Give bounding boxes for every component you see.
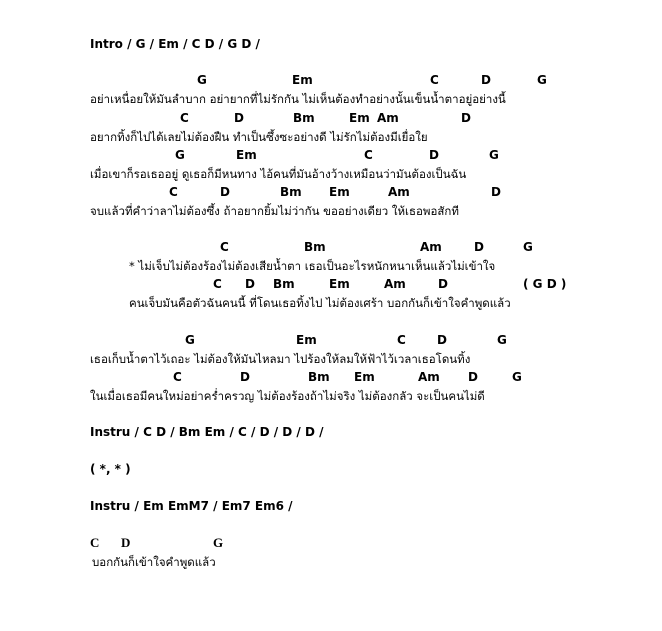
chord: Em (329, 185, 350, 199)
chord: D (438, 277, 448, 291)
chord: Am (377, 111, 399, 125)
chord: D (245, 277, 255, 291)
chord: D (429, 148, 439, 162)
chord: C (213, 277, 222, 291)
chord: G (213, 535, 224, 550)
chord: Em (329, 277, 350, 291)
chord: C (169, 185, 178, 199)
lyric-line: * ไม่เจ็บไม่ต้องร้องไม่ต้องเสียน้ำตา เธอเป็นอะไรหนักหนาเห็นแล้วไม่เข้าใจ (129, 259, 496, 273)
chord: D (121, 535, 131, 550)
instru-line-1: Instru / C D / Bm Em / C / D / D / D / (90, 425, 324, 439)
chord: D (461, 111, 471, 125)
chord: ( G D ) (523, 277, 567, 291)
chord: C (180, 111, 189, 125)
chord: D (220, 185, 230, 199)
lyric-line: ในเมื่อเธอมีคนใหม่อย่าคร่ำครวญ ไม่ต้องร้องถ้าไม่จริง ไม่ต้องกลัว จะเป็นคนไม่ดี (90, 389, 485, 403)
instru-line-2: Instru / Em EmM7 / Em7 Em6 / (90, 499, 293, 513)
chord: G (175, 148, 185, 162)
chord: C (397, 333, 406, 347)
lyric-line: เมื่อเขาก็รอเธออยู่ ดูเธอก็มีหนทาง ไอ้คนที่มันอ้างว้างเหมือนว่ามันต้องเป็นฉัน (90, 167, 467, 181)
chord: D (240, 370, 250, 384)
chord: G (512, 370, 522, 384)
chord: C (430, 73, 439, 87)
lyric-line: อยากทิ้งก็ไปได้เลยไม่ต้องฝืน ทำเป็นซึ้งซะอย่างดี ไม่รักไม่ต้องมีเยื่อใย (90, 130, 428, 144)
chord: C (173, 370, 182, 384)
intro-line: Intro / G / Em / C D / G D / (90, 37, 260, 51)
chord: D (468, 370, 478, 384)
chord: G (197, 73, 207, 87)
chord: D (481, 73, 491, 87)
repeat-marker: ( *, * ) (90, 462, 131, 476)
chord: Bm (304, 240, 326, 254)
chord: D (474, 240, 484, 254)
chord: Bm (273, 277, 295, 291)
chord: G (185, 333, 195, 347)
chord: Em (349, 111, 370, 125)
chord: Am (420, 240, 442, 254)
chord: C (364, 148, 373, 162)
lyric-line: เธอเก็บน้ำตาไว้เถอะ ไม่ต้องให้มันไหลมา ไปร้องให้ลมให้ฟ้าไว้เวลาเธอโดนทิ้ง (90, 352, 471, 366)
chord: Bm (308, 370, 330, 384)
lyric-line: อย่าเหนื่อยให้มันลำบาก อย่ายากที่ไม่รักกัน ไม่เห็นต้องทำอย่างนั้นเข็นน้ำตาอยู่อย่างนี้ (90, 92, 506, 106)
chord: Am (384, 277, 406, 291)
chord: G (489, 148, 499, 162)
chord: G (523, 240, 533, 254)
chord: Am (418, 370, 440, 384)
lyric-line: จบแล้วที่คำว่าลาไม่ต้องซึ้ง ถ้าอยากยิ้มไม่ว่ากัน ขออย่างเดียว ให้เธอพอสักที (90, 204, 459, 218)
chord: G (537, 73, 547, 87)
chord: Bm (293, 111, 315, 125)
chord: G (497, 333, 507, 347)
lyric-line: บอกกันก็เข้าใจคำพูดแล้ว (92, 555, 216, 569)
chord: Bm (280, 185, 302, 199)
chord: Em (354, 370, 375, 384)
chord: D (491, 185, 501, 199)
chord: C (220, 240, 229, 254)
chord: Am (388, 185, 410, 199)
lyric-line: คนเจ็บมันคือตัวฉันคนนี้ ที่โดนเธอทิ้งไป ไม่ต้องเศร้า บอกกันก็เข้าใจคำพูดแล้ว (129, 296, 511, 310)
chord: Em (236, 148, 257, 162)
chord: C (90, 535, 100, 550)
chord: D (234, 111, 244, 125)
chord: Em (296, 333, 317, 347)
chord: Em (292, 73, 313, 87)
chord: D (437, 333, 447, 347)
